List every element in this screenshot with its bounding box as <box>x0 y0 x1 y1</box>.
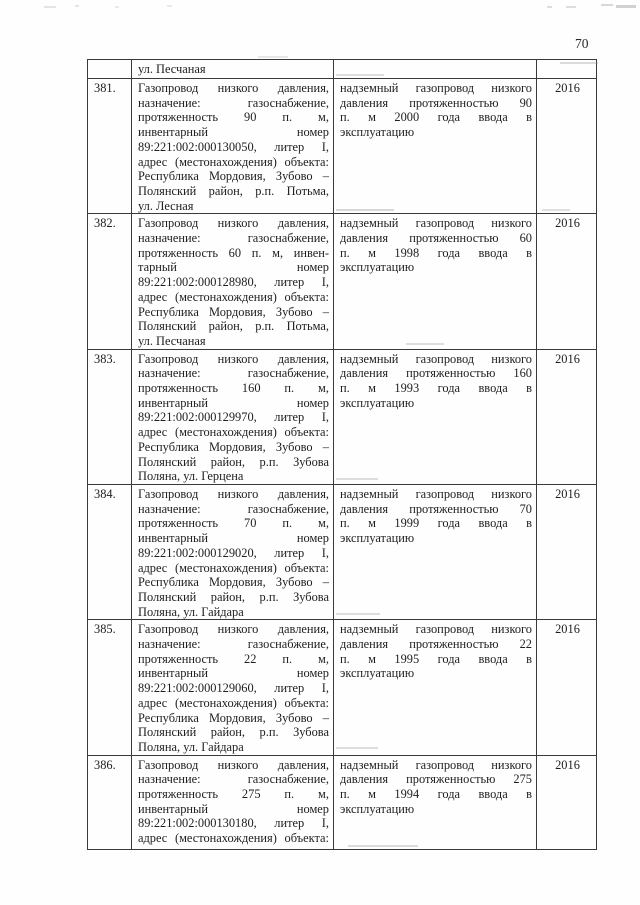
characteristic-cell <box>334 755 537 849</box>
text-line: 89:221:002:000129020, литер I, <box>138 545 329 560</box>
text-line: Поляна, ул. Гайдара <box>138 604 244 619</box>
text-line: адрес (местонахождения) объекта: <box>138 289 329 304</box>
text-line: 89:221:002:000129060, литер I, <box>138 681 329 696</box>
text-line: назначение: газоснабжение, <box>138 637 329 652</box>
text-line: 89:221:002:000129970, литер I, <box>138 410 329 425</box>
characteristic-cell <box>334 214 537 349</box>
text-line: надземный газопровод низкого <box>340 216 532 231</box>
description-cell <box>132 349 334 484</box>
text-line: 89:221:002:000128980, литер I, <box>138 275 329 290</box>
scan-artifact <box>44 6 56 8</box>
text-line: протяженность 60 п. м, инвен- <box>138 245 329 260</box>
text-line: Республика Мордовия, Зубово – <box>138 304 329 319</box>
text-line: Полянский район, р.п. Потьма, <box>138 183 329 198</box>
text-line: протяженность 160 п. м, <box>138 381 329 396</box>
text-line: ул. Песчаная <box>138 333 206 348</box>
text-line: давления протяженностью 90 <box>340 95 532 110</box>
asset-table-body <box>88 60 597 850</box>
characteristic-cell <box>334 620 537 755</box>
text-line: эксплуатацию <box>340 531 415 546</box>
text-line: ул. Лесная <box>138 198 194 213</box>
scan-artifact <box>336 478 378 480</box>
scan-artifact <box>336 209 394 211</box>
text-line: Газопровод низкого давления, <box>138 486 329 501</box>
text-line: Полянский район, р.п. Зубова <box>138 589 329 604</box>
text-line: п. м 1993 года ввода в <box>340 381 532 396</box>
text-line: 89:221:002:000130180, литер I, <box>138 816 329 831</box>
text-line: п. м 1994 года ввода в <box>340 787 532 802</box>
text-line: протяженность 90 п. м, <box>138 110 329 125</box>
text-line: Полянский район, р.п. Зубова <box>138 454 329 469</box>
text-line: назначение: газоснабжение, <box>138 366 329 381</box>
text-line: протяженность 70 п. м, <box>138 516 329 531</box>
scan-artifact <box>336 74 384 76</box>
table-row <box>88 755 597 849</box>
year-cell: 2016 <box>537 484 597 619</box>
characteristic-cell <box>334 349 537 484</box>
row-number-cell: 384. <box>88 484 132 619</box>
scan-artifact <box>167 5 172 7</box>
text-line: давления протяженностью 160 <box>340 366 532 381</box>
text-line: инвентарный номер <box>138 666 329 681</box>
text-line: Республика Мордовия, Зубово – <box>138 439 329 454</box>
description-cell <box>132 214 334 349</box>
text-line: Республика Мордовия, Зубово – <box>138 575 329 590</box>
text-line: Газопровод низкого давления, <box>138 216 329 231</box>
text-line: надземный газопровод низкого <box>340 622 532 637</box>
scan-artifact <box>115 6 119 8</box>
text-line: надземный газопровод низкого <box>340 757 532 772</box>
text-line: надземный газопровод низкого <box>340 486 532 501</box>
text-line: назначение: газоснабжение, <box>138 95 329 110</box>
text-line: эксплуатацию <box>340 801 415 816</box>
text-line: Газопровод низкого давления, <box>138 757 329 772</box>
scan-artifact <box>258 56 288 58</box>
year-cell: 2016 <box>537 755 597 849</box>
description-cell <box>132 79 334 214</box>
row-number-cell <box>88 60 132 79</box>
text-line: п. м 1998 года ввода в <box>340 245 532 260</box>
text-line: назначение: газоснабжение, <box>138 501 329 516</box>
text-line: эксплуатацию <box>340 666 415 681</box>
scan-artifact <box>566 6 576 8</box>
row-number-cell: 386. <box>88 755 132 849</box>
scan-artifact <box>75 5 79 7</box>
row-number-cell: 383. <box>88 349 132 484</box>
text-line: тарный номер <box>138 260 329 275</box>
text-line: давления протяженностью 275 <box>340 772 532 787</box>
description-cell <box>132 620 334 755</box>
text-line: Поляна, ул. Гайдара <box>138 739 244 754</box>
text-line: инвентарный номер <box>138 531 329 546</box>
text-line: Полянский район, р.п. Зубова <box>138 725 329 740</box>
text-line: п. м 1999 года ввода в <box>340 516 532 531</box>
characteristic-cell <box>334 484 537 619</box>
row-number-cell: 382. <box>88 214 132 349</box>
text-line: п. м 1995 года ввода в <box>340 651 532 666</box>
text-line: Газопровод низкого давления, <box>138 622 329 637</box>
text-line: давления протяженностью 22 <box>340 637 532 652</box>
description-cell <box>132 755 334 849</box>
text-line: эксплуатацию <box>340 125 415 140</box>
text-line: Поляна, ул. Герцена <box>138 469 244 484</box>
scan-artifact <box>542 209 570 211</box>
text-line: эксплуатацию <box>340 260 415 275</box>
year-cell: 2016 <box>537 620 597 755</box>
scan-artifact <box>547 6 552 8</box>
table-row <box>88 349 597 484</box>
scan-artifact <box>336 613 380 615</box>
row-number-cell: 381. <box>88 79 132 214</box>
year-cell: 2016 <box>537 214 597 349</box>
table-row <box>88 620 597 755</box>
text-line: адрес (местонахождения) объекта: <box>138 831 329 846</box>
text-line: адрес (местонахождения) объекта: <box>138 154 329 169</box>
scan-artifact <box>616 5 636 8</box>
text-line: адрес (местонахождения) объекта: <box>138 695 329 710</box>
table-row <box>88 214 597 349</box>
text-line: назначение: газоснабжение, <box>138 231 329 246</box>
text-line: инвентарный номер <box>138 801 329 816</box>
scan-artifact <box>348 845 418 847</box>
page-number: 70 <box>575 36 589 51</box>
scan-artifact <box>336 747 378 749</box>
text-line: адрес (местонахождения) объекта: <box>138 425 329 440</box>
text-line: Полянский район, р.п. Потьма, <box>138 319 329 334</box>
text-line: эксплуатацию <box>340 395 415 410</box>
text-line: назначение: газоснабжение, <box>138 772 329 787</box>
year-cell: 2016 <box>537 79 597 214</box>
characteristic-cell <box>334 79 537 214</box>
text-line: надземный газопровод низкого <box>340 351 532 366</box>
scan-artifact <box>601 4 613 6</box>
text-line: давления протяженностью 60 <box>340 231 532 246</box>
text-line: адрес (местонахождения) объекта: <box>138 560 329 575</box>
description-cell <box>132 484 334 619</box>
scan-artifact <box>406 343 444 345</box>
text-line: Республика Мордовия, Зубово – <box>138 169 329 184</box>
text-line: Республика Мордовия, Зубово – <box>138 710 329 725</box>
table-row <box>88 484 597 619</box>
text-line: инвентарный номер <box>138 395 329 410</box>
text-line: давления протяженностью 70 <box>340 501 532 516</box>
text-line: 89:221:002:000130050, литер I, <box>138 139 329 154</box>
table-row <box>88 79 597 214</box>
text-line: протяженность 275 п. м, <box>138 787 329 802</box>
scan-artifact <box>560 62 598 64</box>
text-line: Газопровод низкого давления, <box>138 81 329 95</box>
text-line: надземный газопровод низкого <box>340 81 532 95</box>
text-line: инвентарный номер <box>138 125 329 140</box>
text-line: протяженность 22 п. м, <box>138 651 329 666</box>
row-number-cell: 385. <box>88 620 132 755</box>
asset-register-table <box>87 59 597 850</box>
text-line: п. м 2000 года ввода в <box>340 110 532 125</box>
text-line: Газопровод низкого давления, <box>138 351 329 366</box>
year-cell: 2016 <box>537 349 597 484</box>
text-line: ул. Песчаная <box>138 62 206 76</box>
description-cell <box>132 60 334 79</box>
